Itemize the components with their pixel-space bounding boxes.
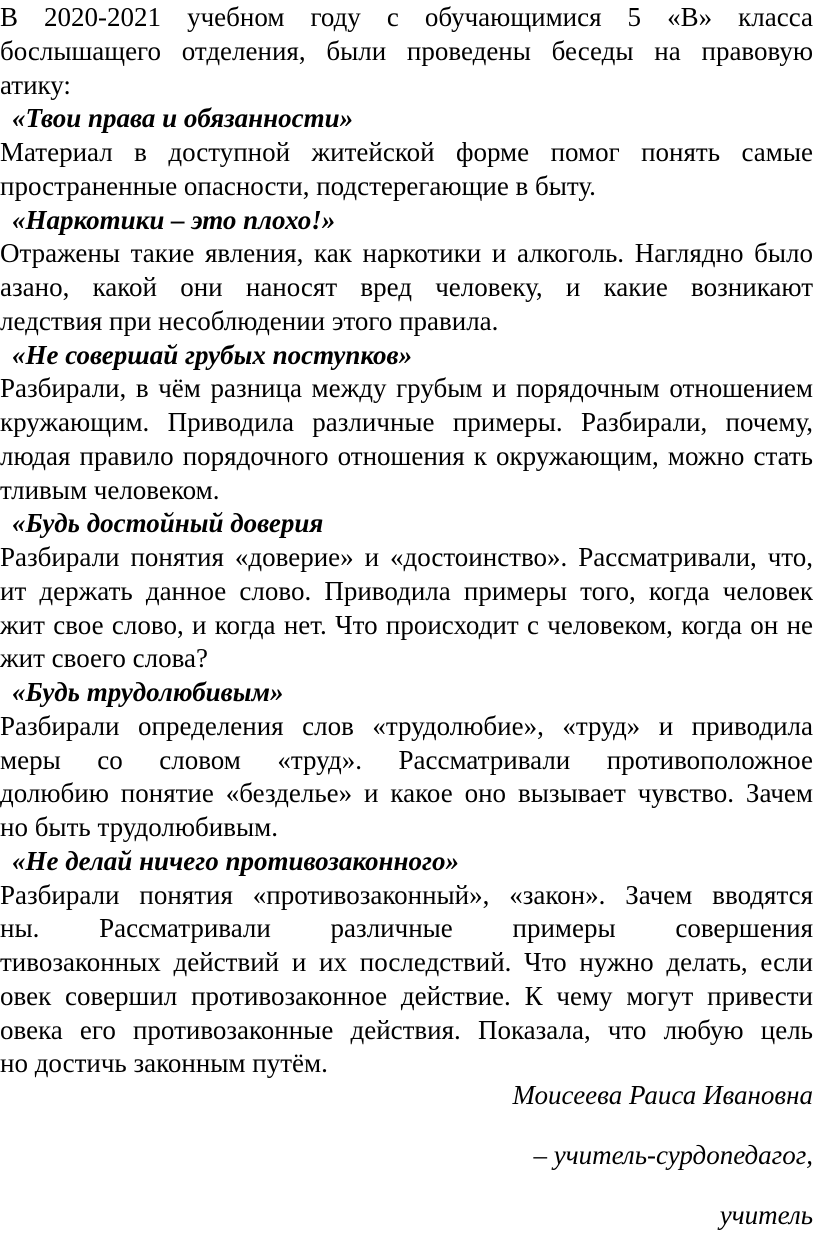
paragraph-line: людая правило порядочного отношения к окружающим, можно стать	[0, 440, 813, 471]
section-heading: «Будь достойный доверия	[12, 508, 324, 539]
section-heading: «Не делай ничего противозаконного»	[12, 845, 459, 876]
paragraph-line: тливым человеком.	[0, 474, 220, 505]
paragraph-line: В 2020-2021 учебном году с обучающимися 5 «В» класса	[0, 2, 813, 32]
paragraph-line: жит свое слово, и когда нет. Что происходит с человеком, когда он не	[0, 609, 813, 640]
paragraph-line: Материал в доступной житейской форме помог понять самые	[0, 137, 813, 167]
section-heading: «Не совершай грубых поступков»	[12, 339, 413, 370]
paragraph-line: меры со словом «труд». Рассматривали противоположное	[0, 744, 813, 775]
paragraph-line: но достичь законным путём.	[0, 1048, 328, 1079]
paragraph-line: бослышащего отделения, были проведены беседы на правовую	[0, 35, 813, 66]
section-heading: «Наркотики – это плохо!»	[12, 204, 336, 235]
paragraph-line: но быть трудолюбивым.	[0, 812, 278, 842]
author-name: Моисеева Раиса Ивановна	[512, 1080, 813, 1110]
paragraph-line: Разбирали понятия «противозаконный», «закон». Зачем вводятся	[0, 879, 813, 910]
paragraph-line: Отражены такие явления, как наркотики и алкоголь. Наглядно было	[0, 238, 813, 269]
paragraph-line: атику:	[0, 69, 71, 100]
section-heading: «Твои права и обязанности»	[12, 103, 354, 134]
paragraph-line: овек совершил противозаконное действие. К чему могут привести	[0, 980, 813, 1011]
paragraph-line: ит держать данное слово. Приводила примеры того, когда человек	[0, 575, 813, 606]
paragraph-line: Разбирали определения слов «трудолюбие», «труд» и приводила	[0, 710, 813, 741]
paragraph-line: кружающим. Приводила различные примеры. Разбирали, почему,	[0, 407, 813, 437]
paragraph-line: ны. Рассматривали различные примеры совершения	[0, 913, 813, 944]
paragraph-line: пространенные опасности, подстерегающие в быту.	[0, 170, 596, 201]
section-heading: «Будь трудолюбивым»	[12, 677, 284, 707]
author-role: – учитель-сурдопедагог,	[533, 1140, 813, 1170]
paragraph-line: тивозаконных действий и их последствий. Что нужно делать, если	[0, 947, 813, 977]
paragraph-line: жит своего слова?	[0, 643, 208, 674]
paragraph-line: Разбирали, в чём разница между грубым и порядочным отношением	[0, 373, 813, 404]
author-position: учитель	[719, 1200, 813, 1230]
paragraph-line: азано, какой они наносят вред человеку, и какие возникают	[0, 272, 813, 302]
paragraph-line: овека его противозаконные действия. Показала, что любую цель	[0, 1014, 813, 1045]
paragraph-line: долюбию понятие «безделье» и какое оно вызывает чувство. Зачем	[0, 778, 813, 809]
paragraph-line: ледствия при несоблюдении этого правила.	[0, 305, 499, 336]
paragraph-line: Разбирали понятия «доверие» и «достоинство». Рассматривали, что,	[0, 542, 813, 572]
